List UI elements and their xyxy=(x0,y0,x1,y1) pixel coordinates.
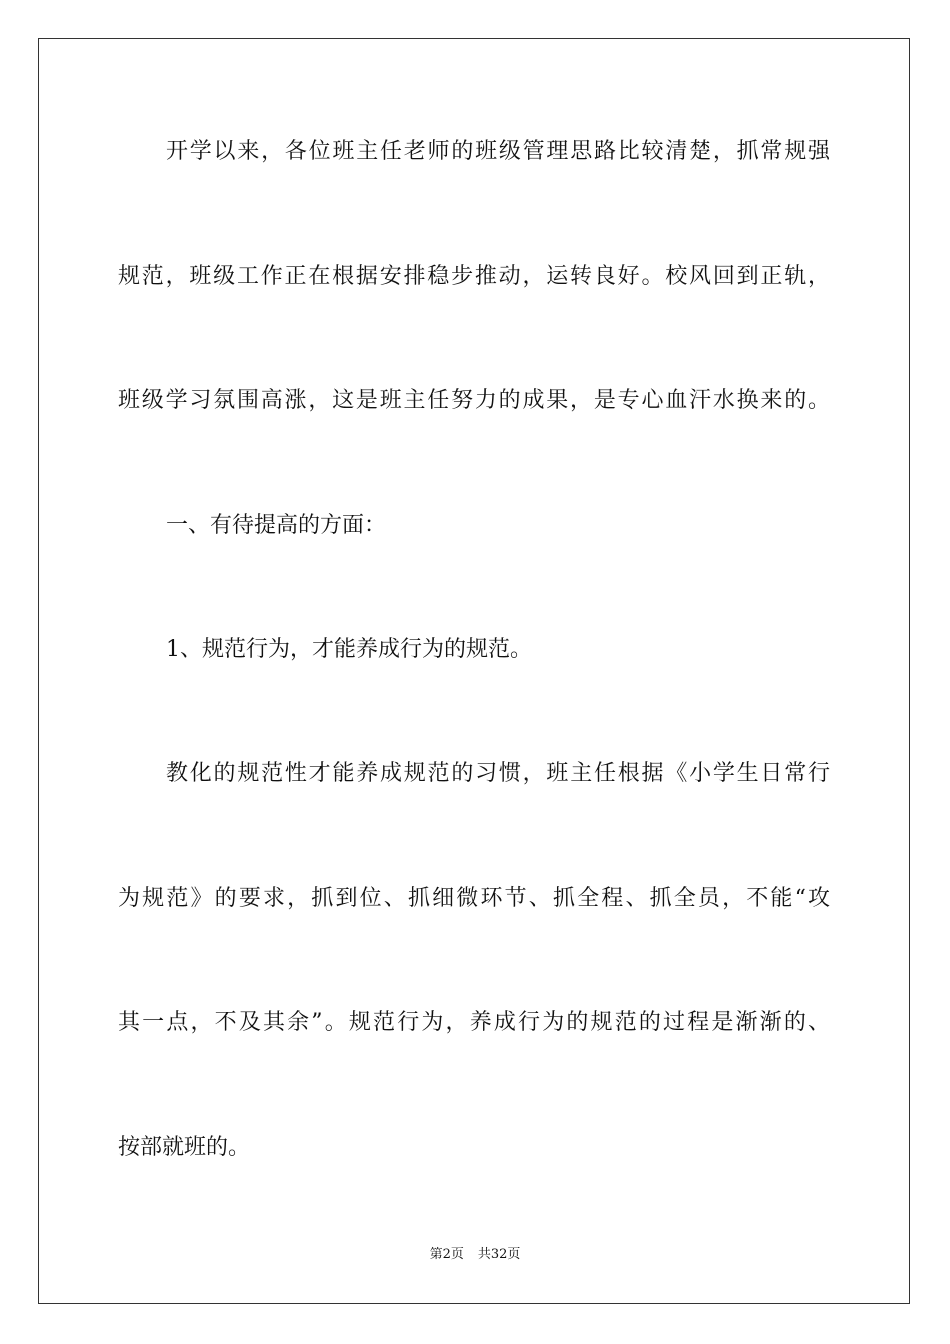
paragraph-line: 为规范》的要求，抓到位、抓细微环节、抓全程、抓全员，不能“攻 xyxy=(118,886,830,911)
section-heading: 一、有待提高的方面： xyxy=(166,513,387,538)
paragraph-line: 按部就班的。 xyxy=(118,1135,251,1160)
subsection-heading: 1、规范行为，才能养成行为的规范。 xyxy=(166,637,532,662)
paragraph-line: 规范，班级工作正在根据安排稳步推动，运转良好。校风回到正轨， xyxy=(118,264,830,289)
page-footer xyxy=(0,1243,950,1262)
paragraph-line: 开学以来，各位班主任老师的班级管理思路比较清楚，抓常规强 xyxy=(166,139,830,164)
page-total: 共32页 xyxy=(477,1247,521,1262)
paragraph-line: 教化的规范性才能养成规范的习惯，班主任根据《小学生日常行 xyxy=(166,761,830,786)
paragraph-line: 其一点，不及其余”。规范行为，养成行为的规范的过程是渐渐的、 xyxy=(118,1010,830,1035)
paragraph-line: 班级学习氛围高涨，这是班主任努力的成果，是专心血汗水换来的。 xyxy=(118,388,830,413)
page-border xyxy=(38,38,910,1304)
page-number: 第2页 xyxy=(429,1247,464,1262)
